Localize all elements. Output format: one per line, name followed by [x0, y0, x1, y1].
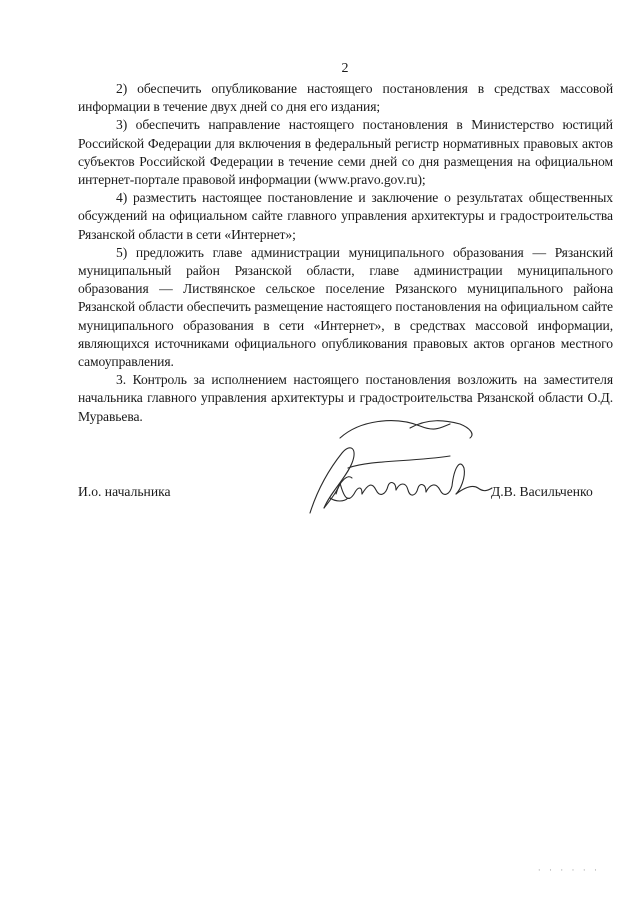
paragraph-item-5: 5) предложить главе администрации муниципального образования — Рязанский муниципальный район Рязанской области, главе администрации муниципального образования — Листвянское сельское поселение Рязанского муниципального района Рязанской области обеспечить размещение настоящего постановления на официальном сайте муниципального образования в сети «Интернет», в средствах массовой информации, являющихся источниками официального опубликования правовых актов органов местного самоуправления. — [78, 244, 613, 370]
signatory-title: И.о. начальника — [78, 484, 171, 499]
paragraph-item-3: 3) обеспечить направление настоящего постановления в Министерство юстиций Российской Федерации для включения в федеральный регистр нормативных правовых актов субъектов Российской Федерации в течение семи дней со дня размещения на официальном интернет-портале правовой информации (www.pravo.gov.ru); — [78, 117, 613, 188]
paragraph-item-2: 2) обеспечить опубликование настоящего постановления в средствах массовой информации в течение двух дней со дня его издания; — [78, 81, 613, 115]
scan-marks: · · · · · · — [537, 865, 600, 875]
page-number: 2 — [341, 61, 349, 76]
paragraph-item-4: 4) разместить настоящее постановление и заключение о результатах общественных обсуждений на официальном сайте главного управления архитектуры и градостроительства Рязанской области в сети «Интернет»; — [78, 190, 613, 242]
document-body — [78, 80, 613, 426]
signatory-name: Д.В. Васильченко — [491, 484, 593, 499]
paragraph-control: 3. Контроль за исполнением настоящего постановления возложить на заместителя начальника главного управления архитектуры и градостроительства Рязанской области О.Д. Муравьева. — [78, 372, 613, 424]
